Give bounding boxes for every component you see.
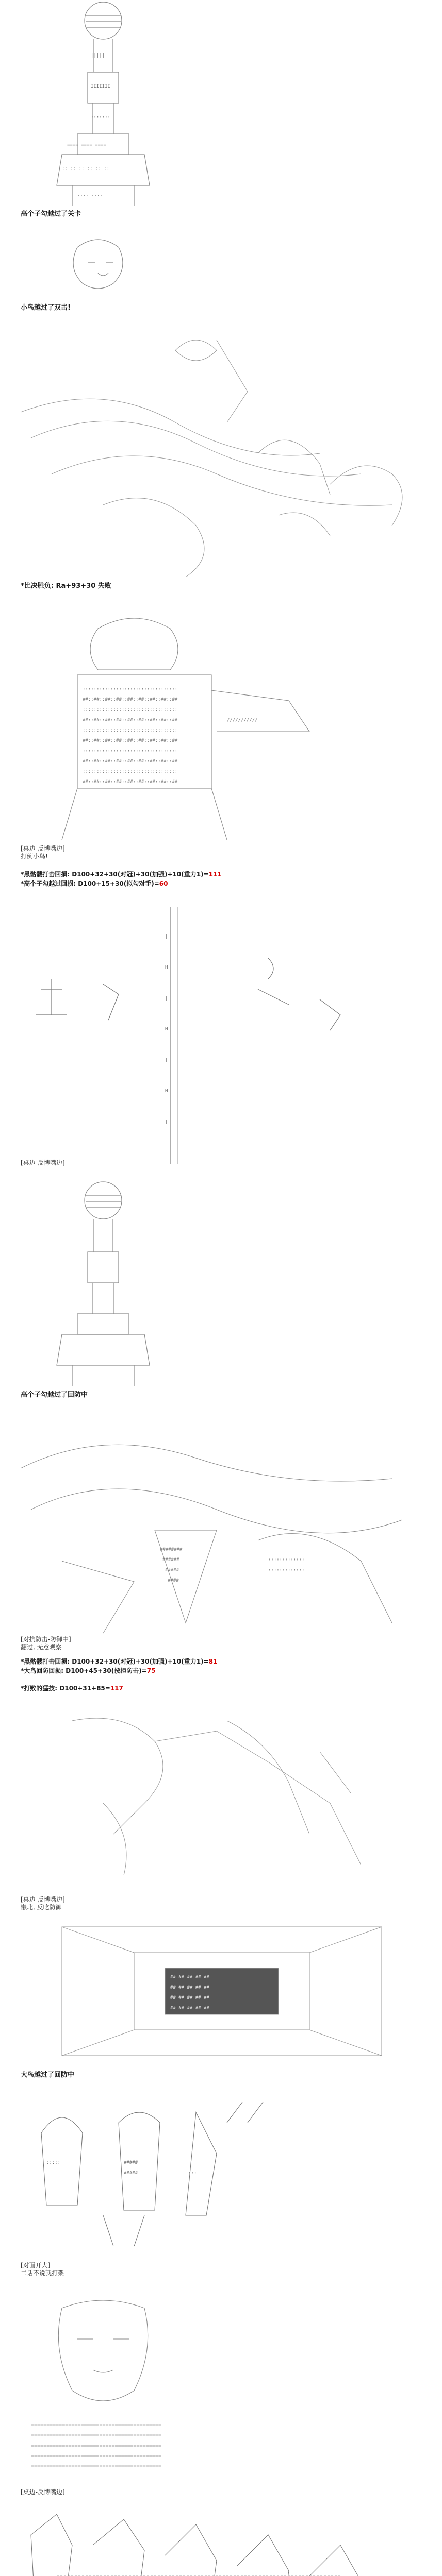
ascii-art-strike-marks (0, 896, 442, 1175)
roll-prefix: *黑骷髅打击回损: D100+32+30(对冠)+30(加强)+10(重力1)= (21, 871, 209, 878)
svg-text:::::::::::::::::::::::::::::::: :::::::::::::::::::::::::::::::::: (83, 687, 178, 692)
svg-text:|||||: ||||| (91, 53, 105, 58)
ascii-art-creature-svg (0, 2092, 442, 2257)
roll-line (21, 1667, 156, 1675)
roll-line (21, 871, 222, 878)
note-block (21, 1896, 65, 1911)
svg-text:#####: ##### (165, 1568, 179, 1573)
svg-text:H: H (165, 1027, 168, 1032)
roll-prefix: *大鸟回防回损: D100+45+30(按拒防击)= (21, 1667, 147, 1674)
svg-text:##::##::##::##::##::##::##::##: ##::##::##::##::##::##::##::##::## (83, 718, 178, 723)
svg-text:==== ==== ====: ==== ==== ==== (67, 143, 106, 148)
roll-line (21, 1685, 123, 1692)
svg-text::::: ::: (188, 2171, 197, 2176)
roll-value: 81 (208, 1658, 218, 1665)
ascii-art-face-svg (0, 2287, 442, 2494)
roll-prefix: *黑骷髅打击回损: D100+32+30(对冠)+30(加强)+10(重力1)= (21, 1658, 209, 1665)
note-block (21, 845, 65, 860)
svg-text:#####: ##### (124, 2171, 138, 2176)
svg-text::::::::::::::: ::::::::::::: (268, 1557, 305, 1563)
svg-text::::::::: ::::::: (91, 115, 110, 120)
ascii-art-masked-figure-mid-svg (0, 1180, 442, 1401)
svg-text:::::::::::::::::::::::::::::::: :::::::::::::::::::::::::::::::::: (83, 728, 178, 733)
svg-text:|: | (165, 996, 168, 1001)
svg-text:## ## ## ## ##: ## ## ## ## ## (170, 2006, 209, 2011)
ascii-art-creature-group (0, 2092, 442, 2257)
svg-text:####: #### (168, 1578, 179, 1583)
roll-prefix: *高个子勾越过回损: D100+15+30(拟勾对手)= (21, 880, 159, 887)
ascii-art-clash-svg (0, 1406, 442, 1654)
svg-text:##::##::##::##::##::##::##::##: ##::##::##::##::##::##::##::##::## (83, 697, 178, 702)
ascii-art-masked-figure-svg (0, 0, 442, 227)
note-title: [桌边-反博嘴边] (21, 1159, 65, 1166)
svg-text:|: | (165, 934, 168, 939)
note-block (21, 2488, 65, 2496)
ascii-art-branch-svg (0, 1700, 442, 1911)
svg-text:########: ######## (160, 1547, 183, 1552)
svg-text:==============================: ========================================== (31, 2453, 161, 2459)
svg-text:## ## ## ## ##: ## ## ## ## ## (170, 1985, 209, 1990)
svg-text:==============================: ========================================== (31, 2433, 161, 2438)
svg-text:IIIIIII: IIIIIII (91, 84, 110, 89)
ascii-art-feather-svg (0, 319, 442, 598)
svg-text:::::::::::::::::::::::::::::::: :::::::::::::::::::::::::::::::::: (83, 707, 178, 713)
svg-text:H: H (165, 965, 168, 970)
roll-prefix: *打败的猛技: D100+31+85= (21, 1685, 110, 1692)
svg-text:|: | (165, 1058, 168, 1063)
scene-caption: *比决胜负: Ra+93+30 失败 (21, 582, 111, 590)
svg-text:::::::::::::::::::::::::::::::: :::::::::::::::::::::::::::::::::: (83, 749, 178, 754)
ascii-art-creature-lineup (0, 2504, 442, 2576)
svg-text::::::: ::::: (46, 2160, 61, 2165)
scene-caption: 小鸟越过了双击! (21, 304, 71, 312)
svg-text:#####: ##### (124, 2160, 138, 2165)
ascii-art-clash-panel (0, 1406, 442, 1654)
ascii-art-armored-figure (0, 598, 442, 866)
svg-text::: :: :: :: :: ::: :: :: :: :: :: :: (62, 166, 110, 172)
svg-text:==============================: ========================================== (31, 2422, 161, 2428)
note-body: 懒北, 反吃防御 (21, 1904, 62, 1911)
svg-text:######: ###### (162, 1557, 179, 1563)
scene-caption: 高个子勾越过了回防中 (21, 1391, 88, 1399)
svg-text:H: H (165, 1089, 168, 1094)
roll-line (21, 880, 168, 888)
note-title: [桌边-反博嘴边] (21, 2488, 65, 2496)
scene-caption: 高个子勾越过了关卡 (21, 210, 81, 218)
note-body: 翻过, 无意观察 (21, 1643, 62, 1651)
ascii-art-room-screen (0, 1922, 442, 2066)
ascii-art-feather-sketch (0, 319, 442, 598)
ascii-art-lineup-svg (0, 2504, 442, 2576)
ascii-art-masked-figure-top (0, 0, 442, 227)
ascii-art-face-closeup (0, 2287, 442, 2494)
note-block (21, 2262, 64, 2277)
svg-text:## ## ## ## ##: ## ## ## ## ## (170, 1975, 209, 1980)
svg-text:==============================: ========================================== (31, 2443, 161, 2449)
note-block (21, 1159, 65, 1167)
svg-text:==============================: ========================================== (31, 2464, 161, 2469)
svg-text:::::::::::::::::::::::::::::::: :::::::::::::::::::::::::::::::::: (83, 769, 178, 774)
note-body: 打倒小鸟! (21, 853, 48, 860)
note-title: [对抗防击-防御中] (21, 1636, 71, 1643)
svg-text::::::::::::::: ::::::::::::: (268, 1568, 305, 1573)
scene-caption: 大鸟越过了回防中 (21, 2071, 75, 2079)
svg-text:'''' '''': '''' '''' (77, 195, 103, 200)
roll-value: 60 (159, 880, 168, 887)
note-title: [桌边-反博嘴边] (21, 1896, 65, 1903)
ascii-art-armored-svg (0, 598, 442, 866)
svg-text:##::##::##::##::##::##::##::##: ##::##::##::##::##::##::##::##::## (83, 779, 178, 785)
ascii-art-branch-sketch (0, 1700, 442, 1911)
svg-text:|: | (165, 1120, 168, 1125)
roll-value: 111 (208, 871, 222, 878)
note-title: [对面开大] (21, 2262, 51, 2269)
note-title: [桌边-反博嘴边] (21, 845, 65, 852)
ascii-art-room-svg (0, 1922, 442, 2066)
svg-text:##::##::##::##::##::##::##::##: ##::##::##::##::##::##::##::##::## (83, 738, 178, 743)
roll-value: 75 (146, 1667, 156, 1674)
roll-value: 117 (110, 1685, 123, 1692)
ascii-art-masked-figure-mid (0, 1180, 442, 1401)
note-block (21, 1636, 71, 1651)
svg-text:## ## ## ## ##: ## ## ## ## ## (170, 1995, 209, 2001)
svg-text:///////////: /////////// (227, 718, 258, 723)
ascii-art-strike-svg (0, 896, 442, 1175)
note-body: 二话不说就打架 (21, 2269, 64, 2277)
svg-text:##::##::##::##::##::##::##::##: ##::##::##::##::##::##::##::##::## (83, 759, 178, 764)
roll-line (21, 1658, 217, 1666)
